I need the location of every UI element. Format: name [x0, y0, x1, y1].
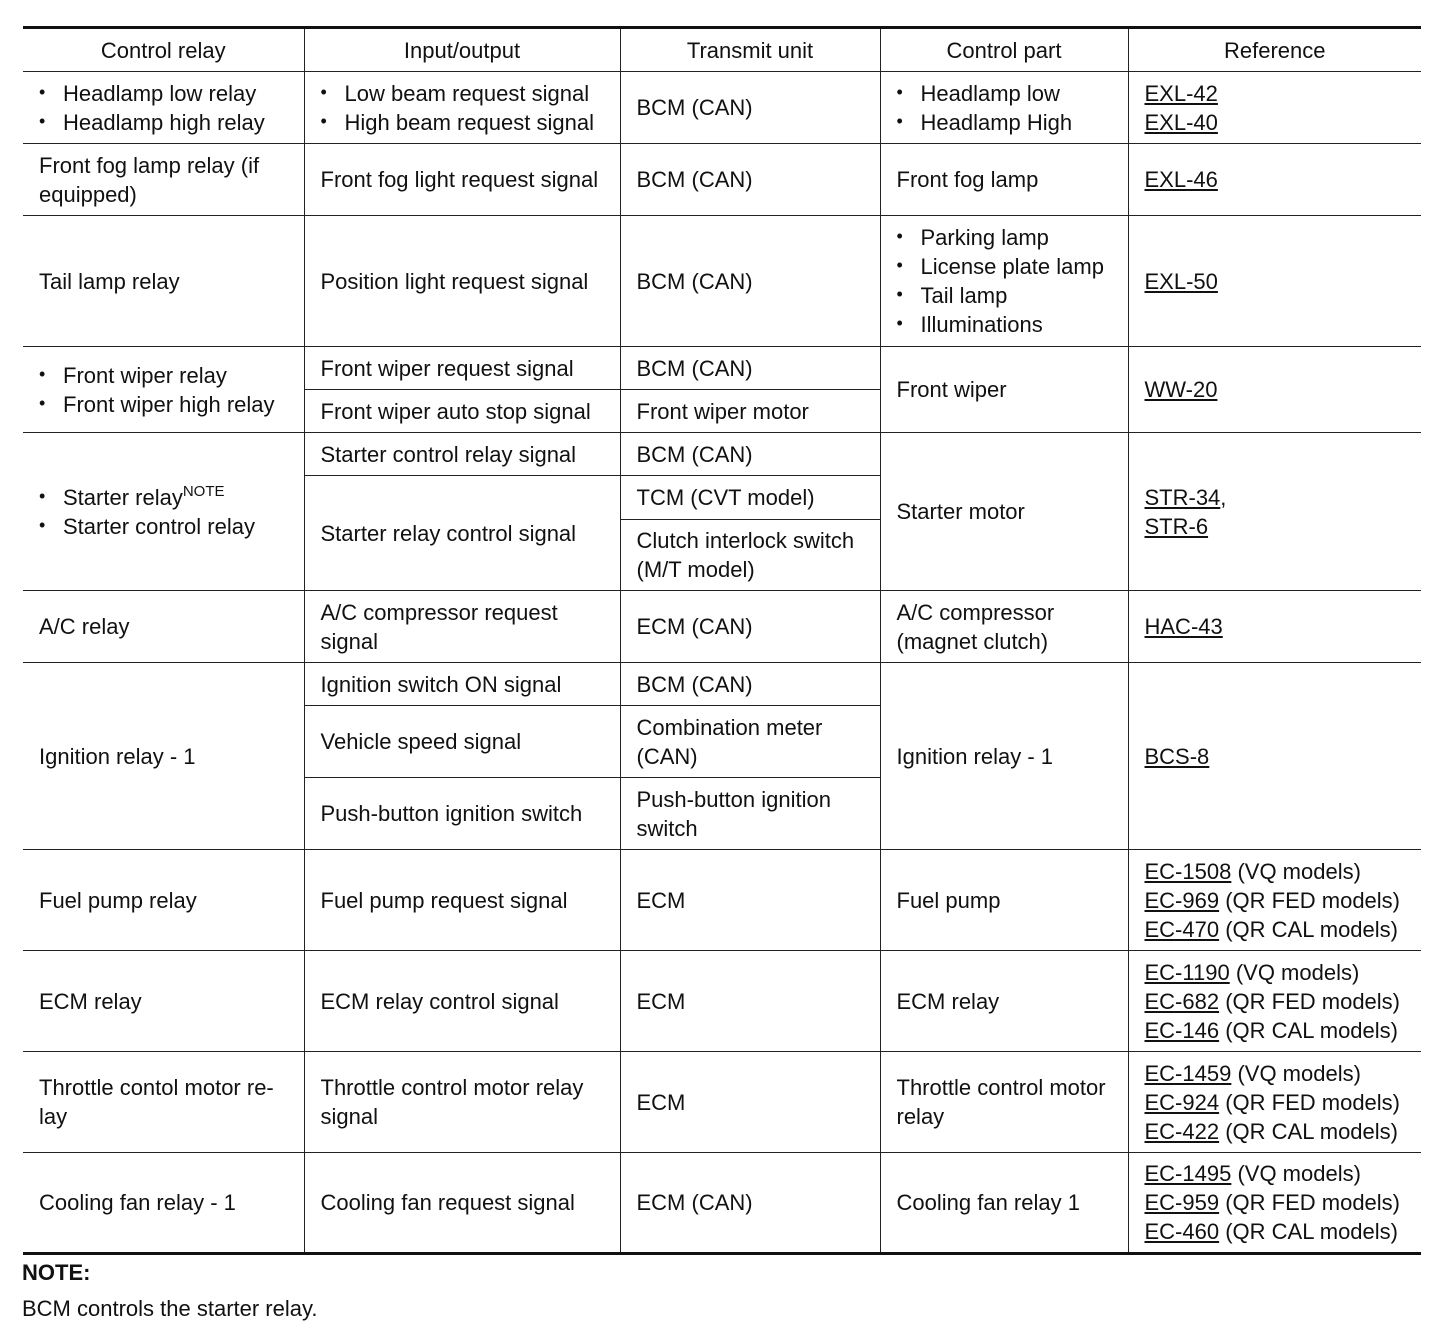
- control-part-cell: Cooling fan relay 1: [880, 1153, 1128, 1254]
- reference-line: [1145, 1217, 1414, 1246]
- control-relay-item-list: [39, 79, 296, 137]
- reference-link[interactable]: BCS-8: [1144, 743, 1210, 769]
- table-row: [23, 1052, 1421, 1153]
- signal-item-text: Low beam request signal: [344, 80, 590, 106]
- reference-cell: [1128, 347, 1421, 433]
- reference-link[interactable]: WW-20: [1144, 377, 1218, 402]
- reference-note: (QR CAL models): [1219, 1017, 1398, 1043]
- reference-line: [1145, 742, 1414, 771]
- control-part-item-list: [897, 223, 1120, 339]
- input-output-cell: Push-button ignition switch: [304, 778, 620, 850]
- control-part-item-text: Headlamp High: [920, 109, 1073, 135]
- reference-line: [1145, 79, 1414, 108]
- control-part-item-text: Illuminations: [920, 312, 1043, 337]
- control-part-item-text: Headlamp low: [920, 80, 1060, 106]
- control-relay-item-list: [39, 361, 296, 419]
- input-output-cell: [304, 72, 620, 144]
- control-relay-item-text: Starter control relay: [63, 513, 255, 539]
- reference-link[interactable]: EC-1459: [1144, 1060, 1232, 1086]
- reference-note: (QR FED models): [1219, 887, 1401, 913]
- control-relay-cell: A/C relay: [23, 591, 304, 663]
- reference-note: (QR FED models): [1219, 1089, 1401, 1115]
- reference-line: [1145, 1016, 1414, 1045]
- transmit-unit-cell: BCM (CAN): [620, 433, 880, 476]
- reference-cell: [1128, 951, 1421, 1052]
- reference-note: (VQ models): [1231, 1060, 1361, 1086]
- reference-cell: [1128, 1153, 1421, 1254]
- reference-note: (VQ models): [1231, 858, 1361, 884]
- control-part-item: [897, 281, 1120, 310]
- header-input-output: Input/output: [304, 28, 620, 72]
- control-relay-item: [39, 79, 296, 108]
- control-relay-cell: Tail lamp relay: [23, 216, 304, 347]
- transmit-unit-cell: BCM (CAN): [620, 663, 880, 706]
- reference-link[interactable]: EC-969: [1144, 887, 1220, 913]
- reference-note: (QR FED models): [1219, 1190, 1401, 1215]
- reference-link[interactable]: EXL-42: [1144, 80, 1218, 106]
- reference-cell: [1128, 850, 1421, 951]
- table-row: [23, 216, 1421, 347]
- reference-link[interactable]: STR-34: [1144, 484, 1221, 510]
- input-output-cell: Front wiper auto stop signal: [304, 390, 620, 433]
- reference-note: (QR CAL models): [1219, 1118, 1398, 1144]
- table-row: [23, 591, 1421, 663]
- control-relay-cell: Front fog lamp relay (if equipped): [23, 144, 304, 216]
- transmit-unit-cell: Front wiper motor: [620, 390, 880, 433]
- reference-link[interactable]: EC-470: [1144, 916, 1220, 942]
- control-part-item: [897, 252, 1120, 281]
- input-output-cell: Cooling fan request signal: [304, 1153, 620, 1254]
- reference-link[interactable]: EXL-46: [1144, 167, 1218, 192]
- reference-link[interactable]: EC-460: [1144, 1219, 1220, 1244]
- table-row: [23, 663, 1421, 706]
- reference-note: ,: [1220, 484, 1227, 510]
- header-control-part: Control part: [880, 28, 1128, 72]
- table-row: [23, 951, 1421, 1052]
- control-part-item: [897, 79, 1120, 108]
- header-control-relay: Control relay: [23, 28, 304, 72]
- input-output-cell: Front fog light request signal: [304, 144, 620, 216]
- reference-line: [1145, 987, 1414, 1016]
- reference-note: (QR FED models): [1219, 988, 1401, 1014]
- control-part-cell: [880, 72, 1128, 144]
- control-relay-item: [39, 361, 296, 390]
- control-relay-cell: Throttle contol motor re-lay: [23, 1052, 304, 1153]
- transmit-unit-cell: BCM (CAN): [620, 347, 880, 390]
- reference-note: (VQ models): [1229, 959, 1360, 985]
- reference-link[interactable]: EXL-40: [1144, 109, 1218, 135]
- control-part-cell: ECM relay: [880, 951, 1128, 1052]
- input-output-cell: Starter relay control signal: [304, 476, 620, 591]
- reference-link[interactable]: STR-6: [1144, 513, 1209, 539]
- control-part-cell: Ignition relay - 1: [880, 663, 1128, 850]
- reference-cell: [1128, 591, 1421, 663]
- table-row: [23, 433, 1421, 476]
- reference-note: (QR CAL models): [1219, 916, 1398, 942]
- control-relay-cell: [23, 72, 304, 144]
- control-part-item-text: Tail lamp: [920, 283, 1008, 308]
- reference-line: [1145, 1188, 1414, 1217]
- transmit-unit-cell: ECM (CAN): [620, 591, 880, 663]
- input-output-cell: Ignition switch ON signal: [304, 663, 620, 706]
- reference-cell: [1128, 144, 1421, 216]
- relay-reference-table: [23, 26, 1421, 1255]
- reference-line: [1145, 915, 1414, 944]
- control-relay-item-text: Front wiper high relay: [63, 391, 275, 417]
- reference-line: [1145, 1088, 1414, 1117]
- transmit-unit-cell: BCM (CAN): [620, 216, 880, 347]
- note-title: NOTE:: [22, 1260, 91, 1285]
- header-transmit-unit: Transmit unit: [620, 28, 880, 72]
- transmit-unit-cell: ECM: [620, 951, 880, 1052]
- control-part-item-list: [897, 79, 1120, 137]
- control-relay-item-text: Headlamp low relay: [63, 80, 257, 106]
- transmit-unit-cell: ECM: [620, 850, 880, 951]
- control-relay-cell: Cooling fan relay - 1: [23, 1153, 304, 1254]
- signal-item-text: High beam request signal: [344, 109, 594, 135]
- control-relay-item-text: Front wiper relay: [63, 362, 227, 388]
- input-output-cell: Position light request signal: [304, 216, 620, 347]
- control-part-cell: Fuel pump: [880, 850, 1128, 951]
- reference-link[interactable]: HAC-43: [1144, 614, 1223, 639]
- reference-line: [1145, 483, 1414, 512]
- reference-link[interactable]: EC-1190: [1144, 959, 1230, 985]
- control-relay-item: [39, 512, 296, 541]
- reference-line: [1145, 165, 1414, 194]
- reference-link[interactable]: EC-1495: [1144, 1161, 1232, 1186]
- reference-line: [1145, 108, 1414, 137]
- control-relay-cell: ECM relay: [23, 951, 304, 1052]
- table-row: [23, 347, 1421, 390]
- table-row: [23, 1153, 1421, 1254]
- reference-line: [1145, 612, 1414, 641]
- note-marker: NOTE: [182, 482, 225, 500]
- reference-line: [1145, 958, 1414, 987]
- control-part-cell: Front fog lamp: [880, 144, 1128, 216]
- control-relay-item: [39, 108, 296, 137]
- input-output-cell: Vehicle speed signal: [304, 706, 620, 778]
- reference-link[interactable]: EC-924: [1144, 1089, 1220, 1115]
- control-relay-cell: Fuel pump relay: [23, 850, 304, 951]
- reference-line: [1145, 1059, 1414, 1088]
- reference-link[interactable]: EC-422: [1144, 1118, 1220, 1144]
- transmit-unit-cell: Combination meter (CAN): [620, 706, 880, 778]
- control-part-item-text: Parking lamp: [920, 225, 1049, 250]
- reference-link[interactable]: EC-1508: [1144, 858, 1232, 884]
- reference-line: [1145, 512, 1414, 541]
- reference-link[interactable]: EC-146: [1144, 1017, 1220, 1043]
- control-relay-cell: Ignition relay - 1: [23, 663, 304, 850]
- control-part-item: [897, 310, 1120, 339]
- control-part-cell: Front wiper: [880, 347, 1128, 433]
- reference-cell: [1128, 663, 1421, 850]
- reference-line: [1145, 267, 1414, 296]
- table-row: [23, 144, 1421, 216]
- transmit-unit-cell: ECM (CAN): [620, 1153, 880, 1254]
- transmit-unit-cell: Push-button ignition switch: [620, 778, 880, 850]
- reference-line: [1145, 857, 1414, 886]
- control-part-item-text: License plate lamp: [920, 254, 1104, 279]
- control-relay-cell: [23, 433, 304, 591]
- control-part-cell: Starter motor: [880, 433, 1128, 591]
- control-relay-item-list: [39, 483, 296, 541]
- reference-cell: [1128, 72, 1421, 144]
- signal-item: [321, 108, 612, 137]
- header-row: [23, 28, 1421, 72]
- control-relay-cell: [23, 347, 304, 433]
- header-reference: Reference: [1128, 28, 1421, 72]
- input-output-cell: Front wiper request signal: [304, 347, 620, 390]
- transmit-unit-cell: BCM (CAN): [620, 72, 880, 144]
- reference-cell: [1128, 433, 1421, 591]
- signal-item: [321, 79, 612, 108]
- control-part-cell: [880, 216, 1128, 347]
- control-relay-item: [39, 483, 296, 512]
- reference-cell: [1128, 216, 1421, 347]
- transmit-unit-cell: ECM: [620, 1052, 880, 1153]
- control-part-cell: A/C compressor (magnet clutch): [880, 591, 1128, 663]
- control-part-item: [897, 223, 1120, 252]
- reference-link[interactable]: EC-682: [1144, 988, 1220, 1014]
- input-output-cell: ECM relay control signal: [304, 951, 620, 1052]
- input-output-cell: Fuel pump request signal: [304, 850, 620, 951]
- transmit-unit-cell: Clutch interlock switch (M/T model): [620, 520, 880, 591]
- reference-line: [1145, 375, 1414, 404]
- control-relay-item: [39, 390, 296, 419]
- note-text: BCM controls the starter relay.: [22, 1296, 318, 1321]
- control-relay-item-text: Starter relay: [63, 484, 183, 510]
- input-output-cell: Throttle control motor relay signal: [304, 1052, 620, 1153]
- control-relay-item-text: Headlamp high relay: [63, 109, 265, 135]
- reference-note: (QR CAL models): [1219, 1219, 1398, 1244]
- input-output-cell: A/C compressor request signal: [304, 591, 620, 663]
- reference-link[interactable]: EXL-50: [1144, 268, 1218, 294]
- transmit-unit-cell: BCM (CAN): [620, 144, 880, 216]
- table-row: [23, 72, 1421, 144]
- reference-line: [1145, 886, 1414, 915]
- reference-link[interactable]: EC-959: [1144, 1190, 1220, 1215]
- reference-line: [1145, 1159, 1414, 1188]
- signal-item-list: [321, 79, 612, 137]
- transmit-unit-cell: TCM (CVT model): [620, 476, 880, 520]
- table-row: [23, 850, 1421, 951]
- control-part-cell: Throttle control motor relay: [880, 1052, 1128, 1153]
- reference-line: [1145, 1117, 1414, 1146]
- reference-note: (VQ models): [1231, 1161, 1361, 1186]
- reference-cell: [1128, 1052, 1421, 1153]
- control-part-item: [897, 108, 1120, 137]
- input-output-cell: Starter control relay signal: [304, 433, 620, 476]
